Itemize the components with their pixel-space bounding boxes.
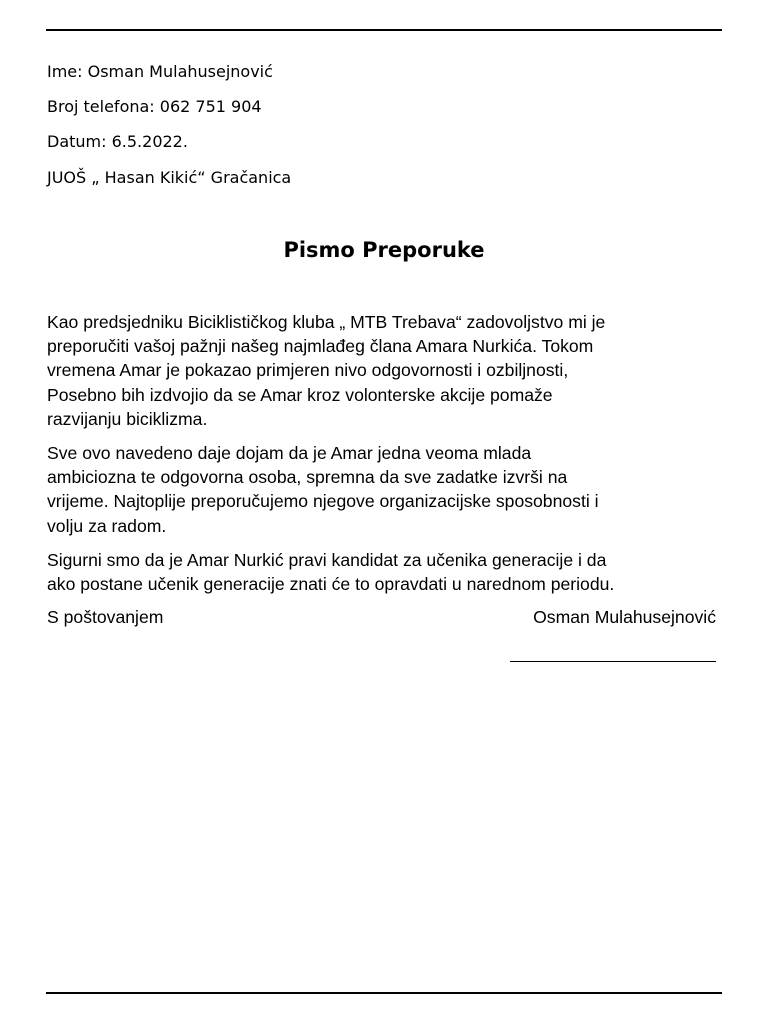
paragraph-2 [47, 441, 727, 538]
sender-name: Ime: Osman Mulahusejnović [47, 62, 273, 81]
letter-date: Datum: 6.5.2022. [47, 132, 188, 151]
paragraph-line: Posebno bih izdvojio da se Amar kroz volonterske akcije pomaže [47, 384, 553, 405]
signature-name: Osman Mulahusejnović [533, 607, 716, 627]
sender-phone: Broj telefona: 062 751 904 [47, 97, 262, 116]
paragraph-line: vrijeme. Najtoplije preporučujemo njegove organizacijske sposobnosti i [47, 491, 599, 512]
paragraph-1 [47, 310, 727, 431]
paragraph-line: ako postane učenik generacije znati će to opravdati u narednom periodu. [47, 574, 615, 595]
paragraph-line: Sigurni smo da je Amar Nurkić pravi kandidat za učenika generacije i da [47, 550, 607, 570]
paragraph-line: vremena Amar je pokazao primjeren nivo odgovornosti i ozbiljnosti, [47, 360, 569, 381]
closing-salutation: S poštovanjem [47, 607, 164, 627]
paragraph-line: Kao predsjedniku Biciklističkog kluba „ MTB Trebava“ zadovoljstvo mi je [47, 312, 606, 332]
signature-line [510, 661, 716, 662]
paragraph-line: razvijanju biciklizma. [47, 408, 208, 429]
recipient-school: JUOŠ „ Hasan Kikić“ Gračanica [47, 168, 292, 187]
paragraph-line: preporučiti vašoj pažnji našeg najmlađeg člana Amara Nurkića. Tokom [47, 336, 594, 357]
top-rule [46, 29, 722, 31]
letter-title: Pismo Preporuke [283, 238, 485, 262]
paragraph-line: Sve ovo navedeno daje dojam da je Amar jedna veoma mlada [47, 443, 532, 463]
paragraph-line: volju za radom. [47, 515, 167, 536]
paragraph-line: ambiciozna te odgovorna osoba, spremna da sve zadatke izvrši na [47, 467, 568, 488]
paragraph-3 [47, 548, 727, 596]
bottom-rule [46, 992, 722, 994]
